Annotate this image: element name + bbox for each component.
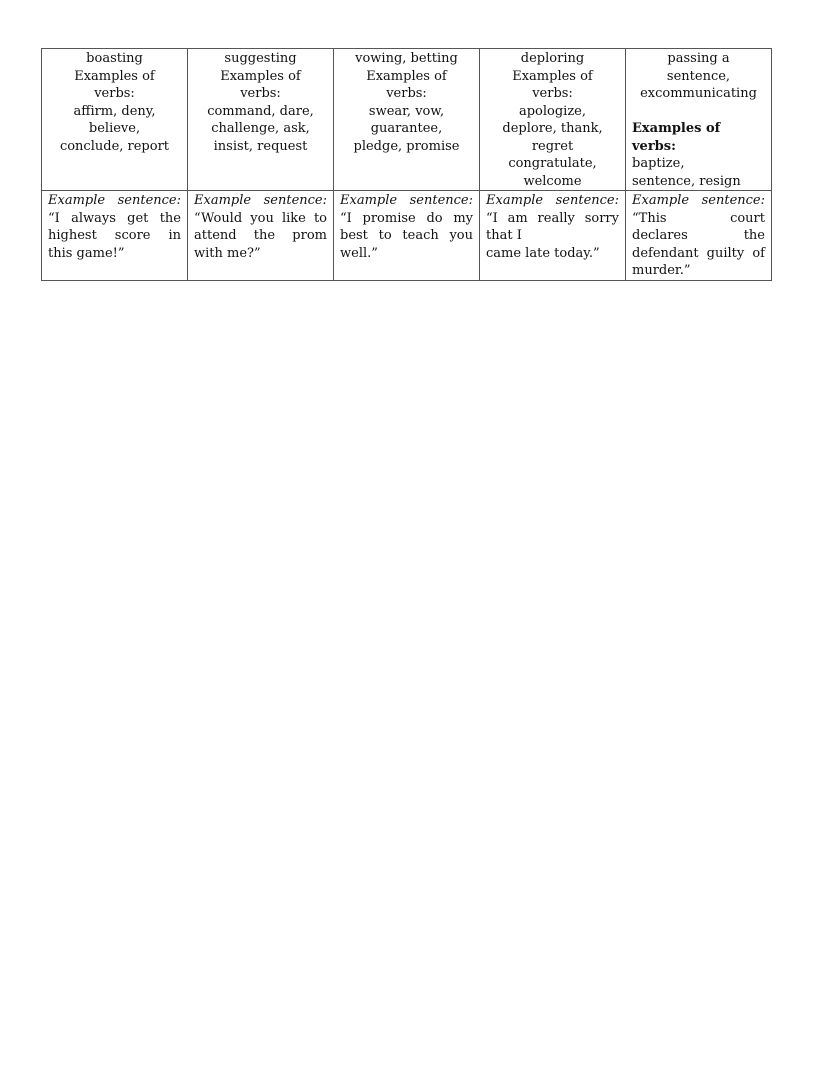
sentence-label: Example sentence: [194, 193, 327, 208]
verbs-line: welcome [523, 173, 582, 189]
verbs-line: believe, [88, 121, 141, 136]
cell-suggesting [188, 49, 334, 191]
sentence-label: Example sentence: [486, 193, 619, 208]
cell-vowing [334, 49, 480, 191]
category-label: vowing, betting [355, 51, 458, 66]
category-label: deploring [520, 51, 585, 66]
speech-act-verbs-table [41, 48, 772, 281]
category-label: suggesting [224, 51, 297, 66]
examples-label: Examples of [74, 68, 155, 84]
verbs-line: challenge, ask, [211, 121, 310, 136]
examples-label: verbs: [386, 86, 427, 101]
sentence-label: Example sentence: [340, 193, 473, 208]
examples-label: verbs: [240, 86, 281, 101]
verbs-line: apologize, [518, 103, 587, 119]
verbs-line: deplore, thank, [502, 121, 603, 136]
sentence-label: Example sentence: [48, 193, 181, 208]
examples-label: Examples of [366, 68, 447, 84]
cell-passing-sentence [626, 49, 772, 191]
verbs-line: congratulate, [508, 156, 597, 171]
category-label: sentence, [666, 68, 731, 84]
examples-label: verbs: [94, 86, 135, 101]
sentence-cell-deploring [480, 191, 626, 281]
sentence-cell-boasting [42, 191, 188, 281]
examples-label: Examples of verbs: [632, 121, 721, 154]
sentence-cell-passing-sentence [626, 191, 772, 281]
examples-label: Examples of [512, 68, 593, 84]
sentence-cell-vowing [334, 191, 480, 281]
sentence-text: “I promise do my best to teach you well.” [340, 210, 473, 261]
verbs-line: insist, request [213, 138, 308, 154]
verbs-line: conclude, report [59, 138, 170, 154]
sentence-text: “Would you like to attend the prom with me?” [194, 210, 327, 261]
verbs-line: swear, vow, [368, 103, 445, 119]
verbs-line: sentence, resign [632, 173, 741, 189]
sentence-text: “This court declares the defendant guilty of murder.” [632, 210, 765, 278]
verbs-line: regret [531, 138, 574, 154]
sentence-text: “I always get the highest score in this game!” [48, 210, 181, 261]
verbs-line: baptize, [632, 156, 685, 171]
cell-deploring [480, 49, 626, 191]
sentence-cell-suggesting [188, 191, 334, 281]
examples-label: verbs: [532, 86, 573, 101]
sentence-text: came late today.” [486, 245, 600, 261]
category-label: passing a [667, 51, 730, 66]
spacer [632, 103, 765, 121]
sentence-label: Example sentence: [632, 193, 765, 208]
example-sentences-row [42, 191, 772, 281]
examples-label: Examples of [220, 68, 301, 84]
cell-boasting [42, 49, 188, 191]
verbs-row [42, 49, 772, 191]
verbs-line: command, dare, [207, 103, 314, 119]
category-label: boasting [86, 51, 143, 66]
category-label: excommunicating [640, 86, 757, 101]
verbs-line: guarantee, [370, 121, 443, 136]
verbs-line: affirm, deny, [73, 103, 156, 119]
sentence-text: “I am really sorry that I [486, 210, 619, 243]
verbs-line: pledge, promise [353, 138, 460, 154]
